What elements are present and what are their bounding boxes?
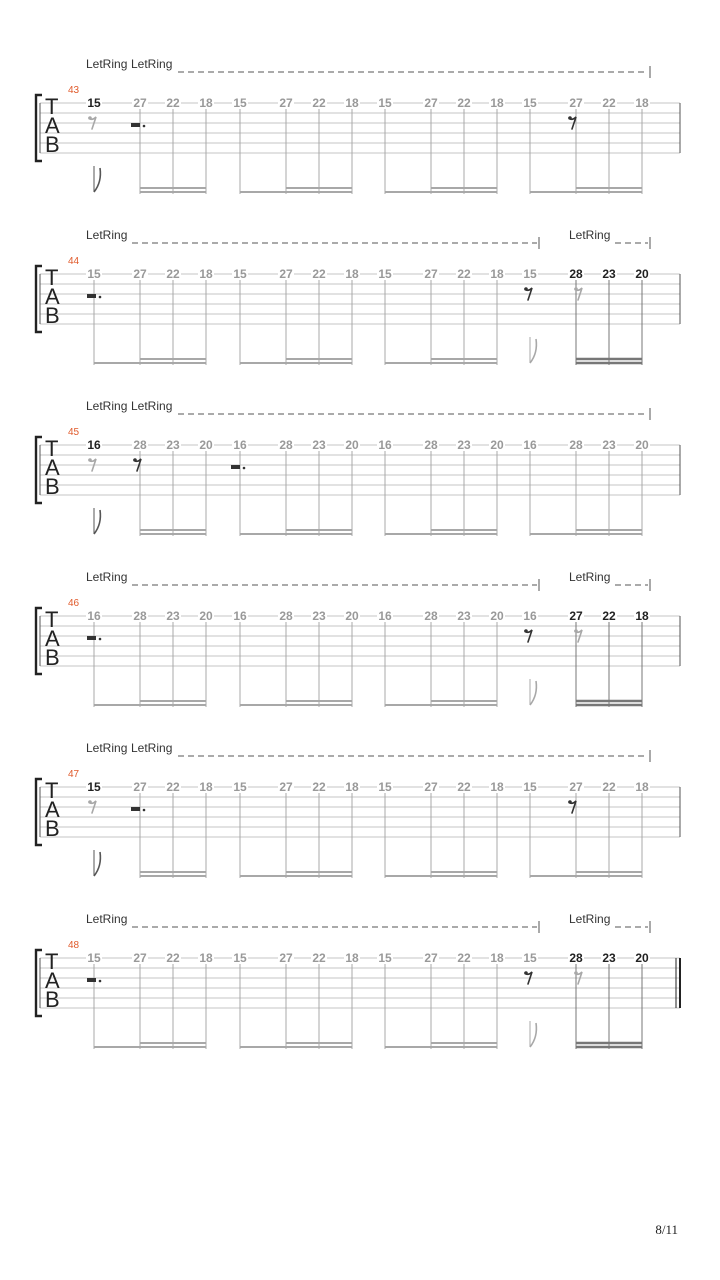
letring-label: LetRing: [86, 228, 128, 242]
tab-letter-b: B: [45, 987, 60, 1012]
fret-number: 15: [378, 951, 392, 965]
fret-number: 27: [133, 267, 147, 281]
fret-number: 15: [378, 780, 392, 794]
fret-number: 16: [233, 438, 247, 452]
fret-number: 18: [345, 951, 359, 965]
fret-number: 18: [345, 267, 359, 281]
half-rest-dot: [99, 296, 102, 299]
fret-number: 22: [602, 96, 616, 110]
eighth-rest-dot: [574, 629, 578, 633]
fret-number: 18: [199, 951, 213, 965]
fret-number: 28: [569, 951, 583, 965]
half-rest-dot: [99, 638, 102, 641]
half-rest: [131, 807, 140, 811]
fret-number: 16: [378, 438, 392, 452]
fret-number: 20: [635, 438, 649, 452]
fret-number: 27: [279, 96, 293, 110]
letring-label: LetRing: [86, 912, 128, 926]
eighth-rest-dot: [574, 287, 578, 291]
note-flag-flag: [94, 852, 100, 876]
fret-number: 15: [378, 96, 392, 110]
fret-number: 18: [199, 780, 213, 794]
fret-number: 15: [233, 951, 247, 965]
fret-number: 18: [490, 780, 504, 794]
fret-number: 15: [523, 951, 537, 965]
fret-number: 23: [166, 609, 180, 623]
fret-number: 22: [166, 96, 180, 110]
note-flag-flag: [530, 1023, 536, 1047]
tab-letter-b: B: [45, 303, 60, 328]
eighth-rest-dot: [568, 116, 572, 120]
letring-label: LetRing: [569, 570, 611, 584]
letring-label: LetRing: [131, 399, 173, 413]
letring-label: LetRing: [86, 399, 128, 413]
tab-system-45: [36, 399, 680, 536]
eighth-rest-dot: [524, 971, 528, 975]
fret-number: 27: [279, 780, 293, 794]
tab-letter-t: T: [45, 607, 59, 632]
tab-letter-t: T: [45, 778, 59, 803]
fret-number: 18: [490, 96, 504, 110]
fret-number: 22: [166, 780, 180, 794]
letring-label: LetRing: [569, 228, 611, 242]
fret-number: 15: [233, 267, 247, 281]
tab-letter-a: A: [45, 284, 60, 309]
fret-number: 22: [312, 780, 326, 794]
fret-number: 16: [233, 609, 247, 623]
half-rest-dot: [99, 980, 102, 983]
fret-number: 27: [424, 951, 438, 965]
note-flag-flag: [94, 168, 100, 192]
fret-number: 15: [87, 267, 101, 281]
fret-number: 22: [166, 267, 180, 281]
fret-number: 15: [523, 96, 537, 110]
fret-number: 16: [87, 609, 101, 623]
fret-number: 18: [199, 96, 213, 110]
fret-number: 18: [635, 96, 649, 110]
page-number: 8/11: [655, 1222, 678, 1237]
system-bracket: [36, 437, 42, 503]
letring-label: LetRing: [131, 741, 173, 755]
fret-number: 27: [569, 96, 583, 110]
tab-letter-b: B: [45, 132, 60, 157]
fret-number: 22: [602, 780, 616, 794]
measure-number: 43: [68, 85, 80, 96]
fret-number: 22: [457, 780, 471, 794]
tab-system-48: [36, 912, 680, 1049]
half-rest-dot: [143, 125, 146, 128]
fret-number: 18: [490, 951, 504, 965]
tab-system-47: [36, 741, 680, 878]
fret-number: 28: [279, 609, 293, 623]
letring-label: LetRing: [131, 57, 173, 71]
fret-number: 15: [233, 780, 247, 794]
letring-label: LetRing: [86, 570, 128, 584]
fret-number: 18: [345, 780, 359, 794]
measure-number: 46: [68, 598, 80, 609]
fret-number: 28: [424, 438, 438, 452]
fret-number: 20: [490, 609, 504, 623]
system-bracket: [36, 95, 42, 161]
system-bracket: [36, 266, 42, 332]
fret-number: 23: [457, 438, 471, 452]
fret-number: 27: [569, 780, 583, 794]
fret-number: 28: [424, 609, 438, 623]
letring-label: LetRing: [569, 912, 611, 926]
tab-letter-t: T: [45, 94, 59, 119]
fret-number: 27: [424, 267, 438, 281]
eighth-rest-dot: [524, 629, 528, 633]
fret-number: 27: [279, 951, 293, 965]
fret-number: 15: [378, 267, 392, 281]
fret-number: 15: [87, 96, 101, 110]
eighth-rest-dot: [88, 458, 92, 462]
half-rest: [87, 636, 96, 640]
tab-letter-t: T: [45, 949, 59, 974]
fret-number: 22: [312, 96, 326, 110]
fret-number: 23: [602, 267, 616, 281]
half-rest: [87, 978, 96, 982]
eighth-rest-dot: [88, 800, 92, 804]
half-rest-dot: [243, 467, 246, 470]
fret-number: 23: [166, 438, 180, 452]
fret-number: 20: [490, 438, 504, 452]
fret-number: 15: [523, 780, 537, 794]
fret-number: 23: [312, 609, 326, 623]
fret-number: 27: [133, 780, 147, 794]
fret-number: 27: [424, 780, 438, 794]
fret-number: 15: [523, 267, 537, 281]
fret-number: 28: [279, 438, 293, 452]
letring-label: LetRing: [86, 57, 128, 71]
tab-system-44: [36, 228, 680, 365]
tab-letter-a: A: [45, 968, 60, 993]
fret-number: 18: [345, 96, 359, 110]
fret-number: 20: [345, 438, 359, 452]
fret-number: 28: [133, 438, 147, 452]
fret-number: 22: [457, 96, 471, 110]
fret-number: 18: [635, 780, 649, 794]
fret-number: 27: [424, 96, 438, 110]
system-bracket: [36, 608, 42, 674]
system-bracket: [36, 950, 42, 1016]
fret-number: 28: [569, 438, 583, 452]
eighth-rest-dot: [574, 971, 578, 975]
note-flag-flag: [530, 681, 536, 705]
fret-number: 22: [602, 609, 616, 623]
fret-number: 20: [199, 438, 213, 452]
half-rest-dot: [143, 809, 146, 812]
letring-label: LetRing: [86, 741, 128, 755]
tab-letter-t: T: [45, 265, 59, 290]
fret-number: 22: [166, 951, 180, 965]
fret-number: 22: [457, 267, 471, 281]
fret-number: 15: [87, 951, 101, 965]
fret-number: 23: [602, 951, 616, 965]
tab-letter-b: B: [45, 645, 60, 670]
tab-letter-a: A: [45, 797, 60, 822]
fret-number: 20: [635, 951, 649, 965]
fret-number: 16: [378, 609, 392, 623]
tab-system-46: [36, 570, 680, 707]
fret-number: 27: [133, 96, 147, 110]
eighth-rest-dot: [88, 116, 92, 120]
eighth-rest-dot: [568, 800, 572, 804]
note-flag-flag: [530, 339, 536, 363]
tab-letter-a: A: [45, 626, 60, 651]
fret-number: 20: [345, 609, 359, 623]
fret-number: 22: [457, 951, 471, 965]
system-bracket: [36, 779, 42, 845]
tab-system-43: [36, 57, 680, 194]
fret-number: 15: [233, 96, 247, 110]
fret-number: 16: [523, 609, 537, 623]
tab-letter-b: B: [45, 474, 60, 499]
measure-number: 47: [68, 769, 80, 780]
half-rest: [131, 123, 140, 127]
fret-number: 18: [199, 267, 213, 281]
fret-number: 20: [635, 267, 649, 281]
tab-letter-a: A: [45, 455, 60, 480]
measure-number: 44: [68, 256, 80, 267]
fret-number: 28: [133, 609, 147, 623]
half-rest: [231, 465, 240, 469]
fret-number: 18: [635, 609, 649, 623]
fret-number: 23: [602, 438, 616, 452]
fret-number: 22: [312, 951, 326, 965]
fret-number: 16: [87, 438, 101, 452]
fret-number: 27: [133, 951, 147, 965]
fret-number: 16: [523, 438, 537, 452]
fret-number: 20: [199, 609, 213, 623]
note-flag-flag: [94, 510, 100, 534]
fret-number: 23: [457, 609, 471, 623]
tab-letter-a: A: [45, 113, 60, 138]
fret-number: 27: [569, 609, 583, 623]
eighth-rest-dot: [133, 458, 137, 462]
fret-number: 23: [312, 438, 326, 452]
fret-number: 28: [569, 267, 583, 281]
fret-number: 18: [490, 267, 504, 281]
measure-number: 48: [68, 940, 80, 951]
measure-number: 45: [68, 427, 80, 438]
fret-number: 22: [312, 267, 326, 281]
tab-letter-t: T: [45, 436, 59, 461]
half-rest: [87, 294, 96, 298]
fret-number: 27: [279, 267, 293, 281]
tab-letter-b: B: [45, 816, 60, 841]
fret-number: 15: [87, 780, 101, 794]
eighth-rest-dot: [524, 287, 528, 291]
